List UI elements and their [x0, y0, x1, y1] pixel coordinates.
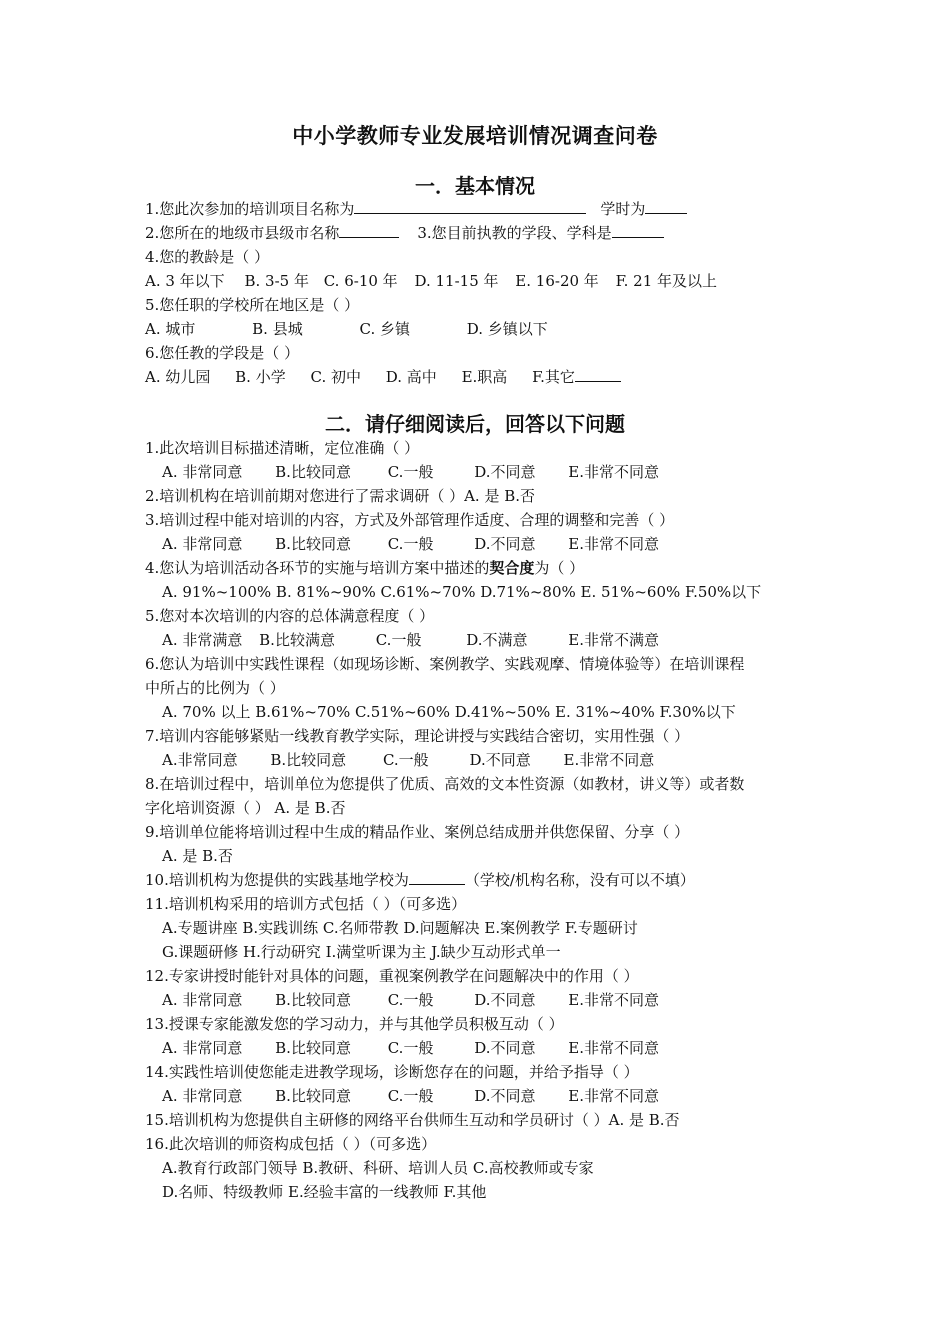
- option[interactable]: D.不同意: [474, 463, 536, 481]
- s2-question-13: 13.授课专家能激发您的学习动力，并与其他学员积极互动（ ）: [145, 1015, 564, 1033]
- option[interactable]: E.非常不同意: [568, 1087, 659, 1105]
- s2-question-5-options: [162, 630, 659, 650]
- option[interactable]: E.非常不同意: [568, 991, 659, 1009]
- s2-question-3-options: [162, 534, 659, 554]
- option[interactable]: C. 乡镇: [359, 320, 410, 338]
- option[interactable]: F. 21 年及以上: [615, 272, 718, 290]
- s2-question-12: 12.专家讲授时能针对具体的问题，重视案例教学在问题解决中的作用（ ）: [145, 967, 639, 985]
- page-title: 中小学教师专业发展培训情况调查问卷: [292, 124, 658, 148]
- s1-question-5-options: [145, 319, 548, 339]
- s2-question-8-line-1: 8.在培训过程中，培训单位为您提供了优质、高效的文本性资源（如教材，讲义等）或者数: [145, 775, 745, 793]
- s2-question-11: 11.培训机构采用的培训方式包括（ ）（可多选）: [145, 895, 467, 913]
- s1-question-1: 1.您此次参加的培训项目名称为 学时为: [145, 199, 687, 219]
- s2-question-9: 9.培训单位能将培训过程中生成的精品作业、案例总结成册并供您保留、分享（ ）: [145, 823, 690, 841]
- option[interactable]: A. 非常满意: [162, 631, 243, 649]
- option[interactable]: D. 11-15 年: [414, 272, 499, 290]
- option[interactable]: B.比较同意: [270, 751, 347, 769]
- option[interactable]: B.比较满意: [259, 631, 335, 649]
- option[interactable]: C.一般: [387, 1039, 434, 1057]
- option[interactable]: B.比较同意: [275, 463, 351, 481]
- option[interactable]: C.一般: [387, 1087, 434, 1105]
- option[interactable]: A. 非常同意: [162, 463, 243, 481]
- option[interactable]: E.非常不同意: [568, 1039, 659, 1057]
- option[interactable]: E.职高: [461, 368, 508, 386]
- option[interactable]: D.不同意: [474, 1087, 536, 1105]
- option[interactable]: B.比较同意: [275, 1087, 351, 1105]
- option[interactable]: C.一般: [387, 991, 434, 1009]
- project-name-blank[interactable]: [354, 199, 586, 214]
- s2-question-9-options[interactable]: A. 是 B.否: [162, 847, 233, 865]
- option[interactable]: C. 初中: [310, 368, 361, 386]
- option[interactable]: B. 3-5 年: [244, 272, 309, 290]
- s2-question-10: 10.培训机构为您提供的实践基地学校为 （学校/机构名称，没有可以不填）: [145, 871, 695, 889]
- option[interactable]: A. 非常同意: [162, 535, 243, 553]
- section-heading-basic-info: 一．基本情况: [415, 174, 535, 198]
- option[interactable]: A. 城市: [145, 320, 196, 338]
- s1-question-5: 5.您任职的学校所在地区是（ ）: [145, 296, 360, 314]
- s2-question-4-options[interactable]: A. 91%~100% B. 81%~90% C.61%~70% D.71%~80% E. 51%~60% F.50%以下: [162, 583, 762, 601]
- option[interactable]: D.不同意: [474, 1039, 536, 1057]
- option[interactable]: E.非常不同意: [568, 535, 659, 553]
- option[interactable]: B.比较同意: [275, 1039, 351, 1057]
- s2-question-5: 5.您对本次培训的内容的总体满意程度（ ）: [145, 607, 435, 625]
- emphasis-text: 契合度: [489, 559, 535, 577]
- s2-question-6-line-2: 中所占的比例为（ ）: [145, 679, 285, 697]
- s2-question-3: 3.培训过程中能对培训的内容，方式及外部管理作适度、合理的调整和完善（ ）: [145, 511, 675, 529]
- s2-question-14: 14.实践性培训使您能走进教学现场，诊断您存在的问题，并给予指导（ ）: [145, 1063, 639, 1081]
- option[interactable]: A. 非常同意: [162, 1087, 243, 1105]
- other-stage-blank[interactable]: [575, 367, 621, 382]
- option[interactable]: A. 3 年以下: [145, 272, 225, 290]
- option[interactable]: B.比较同意: [275, 535, 351, 553]
- s1-question-4-options: [145, 271, 717, 291]
- section-heading-questions: 二．请仔细阅读后，回答以下问题: [325, 412, 625, 436]
- option[interactable]: B.比较同意: [275, 991, 351, 1009]
- option[interactable]: D.不同意: [474, 535, 536, 553]
- option[interactable]: A.非常同意: [162, 751, 238, 769]
- s1-question-4: 4.您的教龄是（ ）: [145, 248, 270, 266]
- option[interactable]: B. 县城: [252, 320, 303, 338]
- option[interactable]: C.一般: [382, 751, 429, 769]
- s2-question-11-options-2[interactable]: G.课题研修 H.行动研究 I.满堂听课为主 J.缺少互动形式单一: [162, 943, 561, 961]
- s2-question-11-options-1[interactable]: A.专题讲座 B.实践训练 C.名师带教 D.问题解决 E.案例教学 F.专题研讨: [162, 919, 638, 937]
- s2-question-16-options-2[interactable]: D.名师、特级教师 E.经验丰富的一线教师 F.其他: [162, 1183, 487, 1201]
- s2-question-7-options: [162, 750, 654, 770]
- option[interactable]: D.不同意: [474, 991, 536, 1009]
- s2-question-2: 2.培训机构在培训前期对您进行了需求调研（ ）A. 是 B.否: [145, 487, 536, 505]
- city-name-blank[interactable]: [339, 223, 399, 238]
- s2-question-16: 16.此次培训的师资构成包括（ ）（可多选）: [145, 1135, 437, 1153]
- s2-question-1: 1.此次培训目标描述清晰，定位准确（ ）: [145, 439, 420, 457]
- option[interactable]: A. 幼儿园: [145, 368, 211, 386]
- s1-question-6: 6.您任教的学段是（ ）: [145, 344, 300, 362]
- option[interactable]: D. 高中: [385, 368, 437, 386]
- s2-question-7: 7.培训内容能够紧贴一线教育教学实际，理论讲授与实践结合密切，实用性强（ ）: [145, 727, 690, 745]
- grade-subject-blank[interactable]: [612, 223, 664, 238]
- s2-question-15: 15.培训机构为您提供自主研修的网络平台供师生互动和学员研讨（ ）A. 是 B.否: [145, 1111, 680, 1129]
- option[interactable]: A. 非常同意: [162, 1039, 243, 1057]
- option[interactable]: E.非常不同意: [563, 751, 655, 769]
- option[interactable]: B. 小学: [235, 368, 286, 386]
- hours-blank[interactable]: [645, 199, 687, 214]
- option[interactable]: F.其它: [532, 368, 575, 386]
- option[interactable]: E.非常不满意: [568, 631, 659, 649]
- s2-question-12-options: [162, 990, 659, 1010]
- practice-school-blank[interactable]: [409, 870, 465, 885]
- s2-question-14-options: [162, 1086, 659, 1106]
- s1-question-6-options: [145, 367, 621, 387]
- option[interactable]: C.一般: [387, 463, 434, 481]
- s2-question-8-line-2: 字化培训资源（ ） A. 是 B.否: [145, 799, 346, 817]
- option[interactable]: A. 非常同意: [162, 991, 243, 1009]
- s2-question-1-options: [162, 462, 659, 482]
- option[interactable]: D.不同意: [469, 751, 531, 769]
- option[interactable]: E. 16-20 年: [515, 272, 599, 290]
- s2-question-6-line-1: 6.您认为培训中实践性课程（如现场诊断、案例教学、实践观摩、情境体验等）在培训课程: [145, 655, 745, 673]
- option[interactable]: C. 6-10 年: [323, 272, 398, 290]
- s2-question-4: 4.您认为培训活动各环节的实施与培训方案中描述的契合度为（ ）: [145, 559, 585, 577]
- option[interactable]: C.一般: [375, 631, 422, 649]
- s2-question-6-options[interactable]: A. 70% 以上 B.61%~70% C.51%~60% D.41%~50% E. 31%~40% F.30%以下: [162, 703, 736, 721]
- s2-question-16-options-1[interactable]: A.教育行政部门领导 B.教研、科研、培训人员 C.高校教师或专家: [162, 1159, 594, 1177]
- option[interactable]: D.不满意: [466, 631, 528, 649]
- s1-question-2-3: 2.您所在的地级市县级市名称 3.您目前执教的学段、学科是: [145, 223, 664, 243]
- option[interactable]: C.一般: [387, 535, 434, 553]
- option[interactable]: D. 乡镇以下: [466, 320, 548, 338]
- s2-question-13-options: [162, 1038, 659, 1058]
- option[interactable]: E.非常不同意: [568, 463, 659, 481]
